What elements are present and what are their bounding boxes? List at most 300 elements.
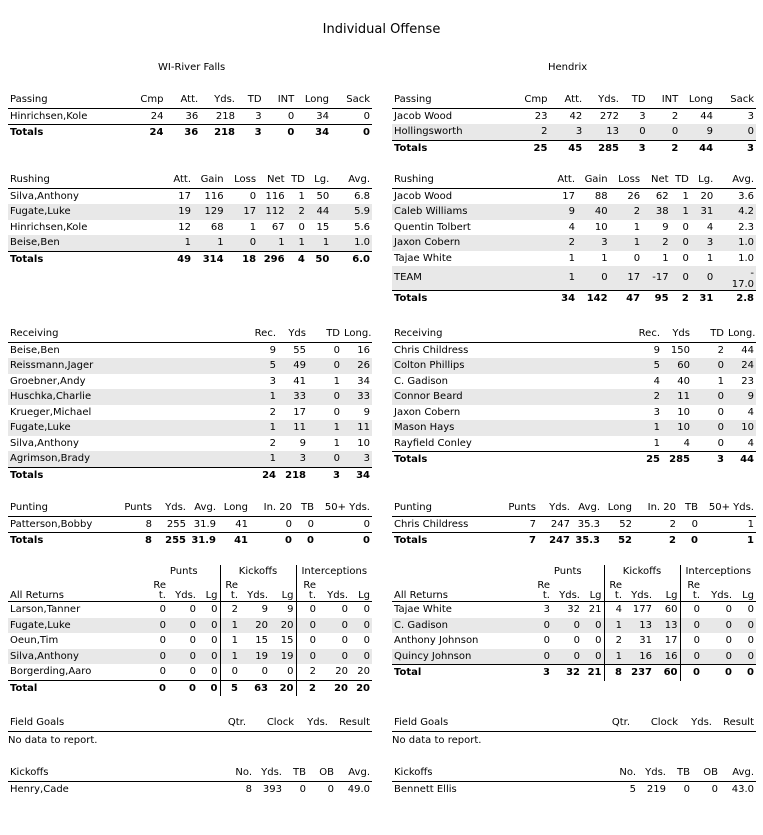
receiving-row: [8, 451, 372, 467]
returns-total-cell: 0: [725, 667, 733, 678]
rushing-col-header: Rushing: [8, 172, 161, 188]
passing-col-header: Cmp: [131, 92, 166, 108]
rushing-stat-cell: 0: [691, 266, 715, 291]
receiving-col-header: Yds: [278, 326, 308, 342]
returns-total-label: Total: [10, 682, 38, 694]
rushing-stat-cell: 1: [706, 252, 714, 264]
punting-total-label: Totals: [394, 535, 428, 546]
receiving-stat-cell: 17: [293, 406, 306, 418]
returns-col-header: Re t.: [220, 579, 240, 602]
receiving-table: [8, 326, 372, 483]
punting-total-cell: 7: [529, 535, 536, 546]
returns-stat-cell: 0: [725, 604, 733, 615]
returns-total-row: [392, 665, 756, 681]
receiving-stat-cell: 1: [308, 420, 342, 436]
receiving-stat-cell: 9: [269, 344, 276, 356]
returns-stat-cell: 0: [296, 633, 318, 649]
punting-total-cell: 0: [285, 535, 292, 546]
field_goals-col-header: Result: [330, 715, 372, 731]
punting-col-header: Yds.: [154, 500, 188, 516]
returns-stat-cell: 1: [220, 633, 240, 649]
receiving-stat-cell: 41: [293, 375, 306, 387]
rushing-stat-cell: 1: [633, 221, 641, 233]
returns-stat-cell: 0: [582, 618, 604, 634]
receiving-col-header: Receiving: [8, 326, 208, 342]
returns-row: [392, 633, 756, 649]
returns-total-cell: 20: [334, 682, 349, 694]
rushing-stat-cell: 1.0: [715, 235, 756, 251]
rushing-stat-cell: 5.6: [354, 221, 370, 233]
returns-player-name: Larson,Tanner: [10, 604, 81, 615]
passing-col-header: TD: [237, 92, 264, 108]
receiving-stat-cell: 11: [278, 420, 308, 436]
field_goals-col-header: Clock: [248, 715, 296, 731]
rushing-row: [8, 220, 372, 236]
rushing-stat-cell: 38: [642, 204, 670, 220]
receiving-stat-cell: 26: [342, 358, 372, 374]
receiving-stat-cell: 1: [333, 375, 340, 387]
receiving-stat-cell: 0: [717, 406, 724, 418]
returns-player-name: Oeun,Tim: [10, 635, 59, 646]
rushing-stat-cell: 10: [594, 221, 608, 233]
returns-stat-cell: 0: [198, 664, 220, 680]
field_goals-col-header: Qtr.: [592, 715, 632, 731]
receiving-stat-cell: 10: [677, 406, 690, 418]
returns-stat-cell: 2: [604, 633, 624, 649]
returns-col-header: Re t.: [296, 579, 318, 602]
kickoffs-stat-cell: 393: [262, 783, 282, 795]
rushing-stat-cell: 88: [594, 190, 608, 202]
returns-stat-cell: 60: [664, 604, 678, 615]
kickoffs-col-header: OB: [308, 765, 336, 781]
rushing-stat-cell: 9: [662, 221, 669, 233]
returns-header-row: [8, 579, 372, 602]
returns-stat-cell: 0: [159, 635, 166, 646]
returns-col-header: Re t.: [148, 579, 168, 602]
returns-row: [8, 618, 372, 634]
receiving-stat-cell: 9: [299, 437, 306, 449]
rushing-stat-cell: 17: [178, 190, 192, 202]
rushing-total-cell: 49: [177, 253, 192, 265]
passing-col-header: Sack: [715, 92, 756, 108]
returns-group-kickoffs: Kickoffs: [220, 565, 296, 579]
receiving-stat-cell: 11: [662, 389, 692, 405]
returns-col-header: Yds.: [318, 579, 350, 602]
passing-total-cell: 36: [184, 127, 199, 138]
rushing-player-name: TEAM: [392, 266, 545, 291]
punting-table: [8, 500, 372, 549]
kickoffs-stat-cell: 219: [646, 783, 666, 795]
kickoffs-stat-cell: 8: [245, 783, 252, 795]
punting-total-cell: 31.9: [191, 535, 216, 546]
passing-col-header: TD: [621, 92, 648, 108]
punting-col-header: Punts: [500, 500, 538, 516]
rushing-col-header: Att.: [161, 172, 194, 188]
kickoffs-table: [8, 765, 372, 797]
returns-col-header: Re t.: [532, 579, 552, 602]
field_goals-col-header: Yds.: [680, 715, 714, 731]
returns-total-cell: 32: [566, 667, 580, 678]
rushing-stat-cell: 6.8: [354, 190, 370, 202]
field-goals-left: [8, 715, 372, 746]
returns-col-header: Lg: [582, 579, 604, 602]
returns-stat-cell: 1: [604, 618, 624, 634]
receiving-stat-cell: 0: [692, 436, 726, 452]
receiving-player-name: Agrimson,Brady: [8, 451, 208, 467]
rushing-total-label: Totals: [10, 253, 44, 265]
kickoffs-header-row: [8, 765, 372, 781]
returns-stat-cell: 15: [280, 635, 294, 646]
passing-row: [8, 108, 372, 125]
receiving-stat-cell: 24: [726, 358, 756, 374]
receiving-stat-cell: 4: [726, 436, 756, 452]
receiving-player-name: Reissmann,Jager: [8, 358, 208, 374]
receiving-stat-cell: 9: [363, 406, 370, 418]
punting-stat-cell: 247: [538, 516, 572, 533]
returns-stat-cell: 0: [211, 604, 218, 615]
rushing-col-header: TD: [287, 172, 307, 188]
receiving-player-name: Jaxon Cobern: [394, 406, 461, 418]
passing-stat-cell: 0: [648, 124, 681, 140]
receiving-total-cell: 3: [333, 469, 340, 481]
kickoffs-table-left: [8, 765, 372, 797]
receiving-stat-cell: 2: [269, 437, 276, 449]
receiving-total-cell: 218: [285, 469, 306, 481]
punting-col-header: Avg.: [572, 500, 602, 516]
rushing-stat-cell: - 17.0: [715, 266, 756, 291]
returns-stat-cell: 0: [573, 635, 580, 646]
receiving-stat-cell: 11: [342, 420, 372, 436]
punting-col-header: TB: [678, 500, 700, 516]
receiving-stat-cell: 0: [692, 420, 726, 436]
receiving-stat-cell: 1: [208, 451, 278, 467]
passing-total-cell: 34: [315, 127, 330, 138]
passing-stat-cell: 36: [165, 108, 200, 125]
kickoffs-stat-cell: 49.0: [347, 783, 370, 795]
receiving-player-name: Huschka,Charlie: [8, 389, 208, 405]
rushing-table: [392, 172, 756, 307]
returns-stat-cell: 0: [702, 649, 734, 665]
rushing-stat-cell: 12: [178, 221, 192, 233]
rushing-total-cell: 50: [315, 253, 330, 265]
passing-col-header: Cmp: [515, 92, 550, 108]
rushing-stat-cell: 1: [161, 235, 194, 251]
rushing-stat-cell: 0: [682, 252, 689, 264]
returns-row: [392, 602, 756, 618]
passing-row: [392, 108, 756, 124]
returns-header-row: [392, 579, 756, 602]
punting-col-header: Yds.: [538, 500, 572, 516]
kickoffs-table-right: [392, 765, 756, 797]
receiving-total-cell: 25: [646, 454, 660, 465]
rushing-stat-cell: 3.6: [738, 190, 754, 202]
returns-stat-cell: 0: [552, 618, 582, 634]
passing-total-cell: 2: [671, 142, 679, 154]
field_goals-col-header: Qtr.: [208, 715, 248, 731]
field_goals-header-row: [8, 715, 372, 731]
returns-col-header: Yds.: [240, 579, 270, 602]
passing-total-cell: 218: [214, 127, 235, 138]
rushing-stat-cell: 0: [671, 235, 691, 251]
returns-row: [392, 618, 756, 634]
kickoffs-col-header: Kickoffs: [392, 765, 602, 781]
passing-header-row: [8, 92, 372, 108]
passing-stat-cell: 3: [237, 108, 264, 125]
returns-total-cell: 63: [254, 682, 269, 694]
passing-total-cell: 45: [568, 142, 583, 154]
receiving-stat-cell: 1: [333, 437, 340, 449]
rushing-stat-cell: 19: [161, 204, 194, 220]
kickoffs-col-header: No.: [602, 765, 638, 781]
rushing-player-name: Quentin Tolbert: [394, 221, 471, 233]
returns-stat-cell: 0: [747, 635, 755, 646]
receiving-stat-cell: 1: [592, 420, 662, 436]
returns-stat-cell: 177: [632, 604, 653, 615]
returns-stat-cell: 0: [532, 618, 552, 634]
returns-col-header: Re t.: [680, 579, 702, 602]
returns-col-header: Yds.: [702, 579, 734, 602]
rushing-stat-cell: 9: [545, 204, 578, 220]
rushing-col-header: Loss: [610, 172, 643, 188]
rushing-row: [8, 188, 372, 204]
field-goals-right: [392, 715, 756, 746]
receiving-total-cell: 24: [262, 469, 276, 481]
rushing-stat-cell: 0: [577, 266, 610, 291]
returns-group-punts: Punts: [169, 566, 198, 577]
passing-stat-cell: 34: [296, 108, 331, 125]
receiving-total-row: [392, 452, 756, 468]
returns-stat-cell: 0: [189, 604, 196, 615]
kickoffs-header-row: [392, 765, 756, 781]
kickoffs-stat-cell: 0: [299, 783, 306, 795]
rushing-total-cell: 6.0: [352, 253, 370, 265]
rushing-stat-cell: 4: [568, 221, 576, 233]
rushing-col-header: Rushing: [392, 172, 545, 188]
returns-total-cell: 0: [159, 682, 166, 694]
returns-stat-cell: 0: [734, 618, 756, 634]
punting-total-cell: 255: [165, 535, 186, 546]
kickoffs-col-header: Avg.: [720, 765, 756, 781]
rushing-col-header: Net: [642, 172, 670, 188]
passing-stat-cell: 272: [599, 110, 619, 122]
receiving-stat-cell: 3: [278, 451, 308, 467]
rushing-stat-cell: 4: [706, 221, 714, 233]
returns-total-cell: 3: [543, 667, 550, 678]
passing-total-cell: 3: [254, 127, 262, 138]
punting-total-cell: 0: [363, 535, 370, 546]
receiving-stat-cell: 60: [662, 358, 692, 374]
rushing-header-row: [8, 172, 372, 188]
receiving-player-name: Mason Hays: [392, 420, 592, 436]
receiving-stat-cell: 1: [717, 375, 724, 387]
kickoffs-col-header: TB: [284, 765, 308, 781]
receiving-stat-cell: 5: [208, 358, 278, 374]
punting-stat-cell: 255: [154, 516, 188, 533]
punting-stat-cell: 0: [678, 516, 700, 533]
receiving-player-name: Silva,Anthony: [10, 437, 79, 449]
returns-stat-cell: 0: [747, 604, 755, 615]
rushing-row: [8, 235, 372, 251]
returns-group-interceptions: Interceptions: [680, 565, 756, 579]
rushing-stat-cell: 0: [633, 252, 641, 264]
rushing-stat-cell: 31: [691, 204, 715, 220]
rushing-stat-cell: 0: [682, 221, 689, 233]
kickoffs-player-name: Henry,Cade: [10, 783, 69, 795]
receiving-stat-cell: 2: [717, 344, 724, 356]
returns-stat-cell: 13: [654, 618, 680, 634]
passing-col-header: Yds.: [584, 92, 621, 108]
returns-col-header: All Returns: [8, 579, 148, 602]
receiving-row: [8, 342, 372, 358]
rushing-total-cell: 95: [654, 293, 669, 304]
returns-table-right: [392, 565, 756, 681]
returns-group-header: [8, 565, 372, 579]
field_goals-col-header: Field Goals: [8, 715, 208, 731]
rushing-row: [392, 251, 756, 267]
rushing-stat-cell: 112: [258, 204, 286, 220]
receiving-stat-cell: 0: [692, 389, 726, 405]
kickoffs-row: [392, 781, 756, 797]
returns-stat-cell: 0: [296, 618, 318, 634]
returns-stat-cell: 0: [702, 618, 734, 634]
rushing-stat-cell: 2: [545, 235, 578, 251]
returns-stat-cell: 0: [680, 649, 702, 665]
receiving-col-header: Rec.: [592, 326, 662, 342]
returns-stat-cell: 0: [168, 618, 198, 634]
returns-total-cell: 20: [356, 682, 371, 694]
rushing-stat-cell: 17: [610, 266, 643, 291]
receiving-stat-cell: 10: [357, 437, 370, 449]
passing-col-header: Passing: [392, 92, 515, 108]
rushing-stat-cell: 26: [627, 190, 641, 202]
punting-stat-cell: 8: [116, 516, 154, 533]
rushing-total-row: [392, 291, 756, 307]
returns-stat-cell: 0: [725, 635, 733, 646]
passing-table-right: [392, 92, 756, 156]
receiving-row: [8, 389, 372, 405]
receiving-stat-cell: 0: [308, 451, 342, 467]
rushing-stat-cell: 5.9: [331, 204, 372, 220]
punting-total-cell: 41: [234, 535, 248, 546]
rushing-stat-cell: 1: [601, 252, 608, 264]
punting-total-cell: 35.3: [575, 535, 600, 546]
kickoffs-col-header: Kickoffs: [8, 765, 218, 781]
field_goals-col-header: Result: [714, 715, 756, 731]
receiving-total-cell: 3: [717, 454, 724, 465]
receiving-player-name: C. Gadison: [394, 375, 449, 387]
passing-stat-cell: 3: [639, 110, 646, 122]
returns-stat-cell: 0: [363, 604, 371, 615]
team-name-right: Hendrix: [548, 62, 588, 73]
punting-total-row: [8, 533, 372, 549]
punting-stat-cell: 1: [700, 516, 756, 533]
returns-stat-cell: 15: [255, 635, 269, 646]
receiving-stat-cell: 33: [278, 389, 308, 405]
returns-row: [8, 602, 372, 618]
punting-player-name: Chris Childress: [392, 516, 500, 533]
rushing-row: [8, 204, 372, 220]
receiving-col-header: TD: [308, 326, 342, 342]
receiving-table-right: [392, 326, 756, 468]
rushing-stat-cell: 1: [298, 190, 305, 202]
returns-player-name: Quincy Johnson: [392, 649, 532, 665]
receiving-stat-cell: 10: [662, 420, 692, 436]
receiving-header-row: [392, 326, 756, 342]
returns-stat-cell: 0: [220, 664, 240, 680]
passing-total-cell: 3: [638, 142, 646, 154]
rushing-stat-cell: 1.0: [331, 235, 372, 251]
punting-col-header: In. 20: [634, 500, 678, 516]
receiving-player-name: Groebner,Andy: [10, 375, 86, 387]
receiving-stat-cell: 3: [653, 406, 660, 418]
punting-table-right: [392, 500, 756, 549]
rushing-stat-cell: 44: [307, 204, 331, 220]
passing-col-header: INT: [648, 92, 681, 108]
returns-stat-cell: 0: [296, 649, 318, 665]
receiving-player-name: Colton Phillips: [392, 358, 592, 374]
rushing-total-cell: 2: [681, 293, 689, 304]
passing-col-header: Att.: [165, 92, 200, 108]
receiving-row: [8, 405, 372, 421]
returns-total-cell: 5: [220, 680, 240, 696]
receiving-stat-cell: 150: [670, 344, 690, 356]
rushing-total-cell: 296: [263, 253, 285, 265]
rushing-player-name: Jacob Wood: [394, 190, 453, 202]
rushing-stat-cell: 15: [316, 221, 330, 233]
rushing-stat-cell: 1.0: [738, 252, 754, 264]
kickoffs-stat-cell: 0: [711, 783, 718, 795]
rushing-total-cell: 142: [586, 293, 608, 304]
passing-total-cell: 285: [598, 142, 619, 154]
returns-stat-cell: 0: [543, 635, 550, 646]
passing-stat-cell: 0: [715, 124, 756, 140]
punting-player-name: Patterson,Bobby: [8, 516, 116, 533]
receiving-table: [392, 326, 756, 468]
rushing-col-header: Gain: [577, 172, 610, 188]
returns-col-header: Re t.: [604, 579, 624, 602]
receiving-stat-cell: 44: [741, 344, 754, 356]
team-name-left: WI-River Falls: [158, 62, 226, 73]
receiving-row: [8, 420, 372, 436]
returns-stat-cell: 0: [582, 649, 604, 665]
rushing-stat-cell: 0: [671, 266, 691, 291]
returns-stat-cell: 0: [296, 602, 318, 618]
receiving-player-name: Rayfield Conley: [392, 436, 592, 452]
rushing-stat-cell: 3: [577, 235, 610, 251]
no-data-note: No data to report.: [8, 734, 98, 746]
returns-total-cell: 2: [296, 680, 318, 696]
receiving-stat-cell: 0: [333, 406, 340, 418]
returns-stat-cell: 0: [532, 649, 552, 665]
returns-table: [8, 565, 372, 696]
receiving-row: [8, 358, 372, 374]
rushing-stat-cell: 2: [287, 204, 307, 220]
passing-total-cell: 44: [699, 142, 714, 154]
field_goals-header-row: [392, 715, 756, 731]
rushing-stat-cell: 17: [562, 190, 576, 202]
returns-col-header: Lg: [270, 579, 296, 602]
returns-table: [392, 565, 756, 681]
punting-row: [392, 516, 756, 533]
passing-stat-cell: 42: [569, 110, 583, 122]
rushing-stat-cell: 1: [671, 204, 691, 220]
returns-stat-cell: 0: [198, 649, 220, 665]
receiving-stat-cell: 33: [342, 389, 372, 405]
punting-header-row: [8, 500, 372, 516]
returns-stat-cell: 0: [318, 618, 350, 634]
receiving-stat-cell: 55: [293, 344, 306, 356]
field_goals-col-header: Field Goals: [392, 715, 592, 731]
